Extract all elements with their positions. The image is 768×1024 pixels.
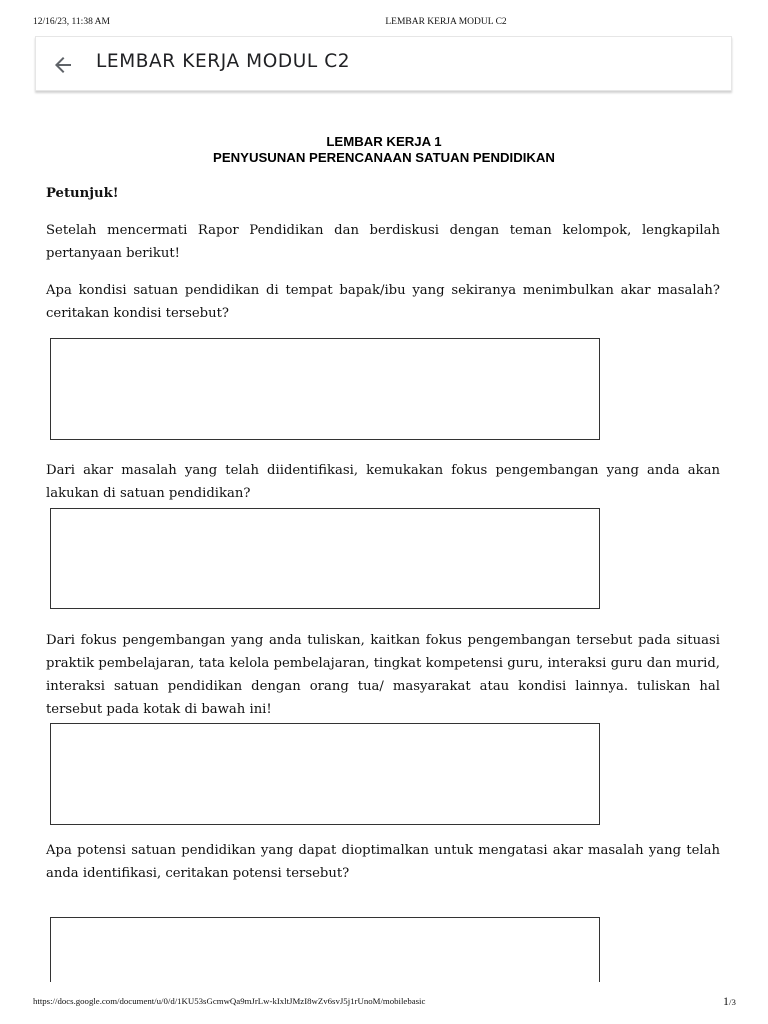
question-4: Apa potensi satuan pendidikan yang dapat dioptimalkan untuk mengatasi akar masalah yang telah anda identifikasi, ceritakan potensi tersebut? bbox=[46, 843, 720, 881]
print-url: https://docs.google.com/document/u/0/d/1KU53sGcmwQa9mJrLw-kIxltJMzI8wZv6svJ5j1rUnoM/mobilebasic bbox=[33, 996, 426, 1006]
question-3: Dari fokus pengembangan yang anda tuliskan, kaitkan fokus pengembangan tersebut pada situasi praktik pembelajaran, tata kelola pembelajaran, tingkat kompetensi guru, interaksi guru dan murid, interaksi satuan pendidikan dengan orang tua/ masyarakat atau kondisi lainnya. tuliskan hal tersebut pada kotak di bawah ini! bbox=[46, 633, 720, 717]
arrow-left-icon bbox=[51, 53, 75, 77]
document-subheading: PENYUSUNAN PERENCANAAN SATUAN PENDIDIKAN bbox=[213, 150, 555, 165]
page-current: 1 bbox=[723, 994, 729, 1008]
print-header bbox=[0, 17, 768, 31]
app-bar-title: LEMBAR KERJA MODUL C2 bbox=[96, 51, 351, 72]
app-bar bbox=[35, 36, 732, 91]
answer-box-3[interactable] bbox=[50, 723, 600, 825]
answer-box-1[interactable] bbox=[50, 338, 600, 440]
page-number bbox=[723, 994, 736, 1009]
print-datetime: 12/16/23, 11:38 AM bbox=[33, 17, 110, 27]
print-footer bbox=[0, 994, 768, 1010]
instructions-label: Petunjuk! bbox=[46, 186, 119, 201]
back-button[interactable] bbox=[51, 53, 75, 77]
question-2: Dari akar masalah yang telah diidentifikasi, kemukakan fokus pengembangan yang anda akan lakukan di satuan pendidikan? bbox=[46, 463, 720, 501]
answer-box-2[interactable] bbox=[50, 508, 600, 609]
page-total: /3 bbox=[729, 997, 736, 1007]
question-1: Apa kondisi satuan pendidikan di tempat bapak/ibu yang sekiranya menimbulkan akar masalah? ceritakan kondisi tersebut? bbox=[46, 283, 720, 321]
document-heading: LEMBAR KERJA 1 bbox=[326, 134, 442, 149]
print-title: LEMBAR KERJA MODUL C2 bbox=[385, 17, 507, 27]
instructions-text: Setelah mencermati Rapor Pendidikan dan berdiskusi dengan teman kelompok, lengkapilah pertanyaan berikut! bbox=[46, 223, 720, 261]
